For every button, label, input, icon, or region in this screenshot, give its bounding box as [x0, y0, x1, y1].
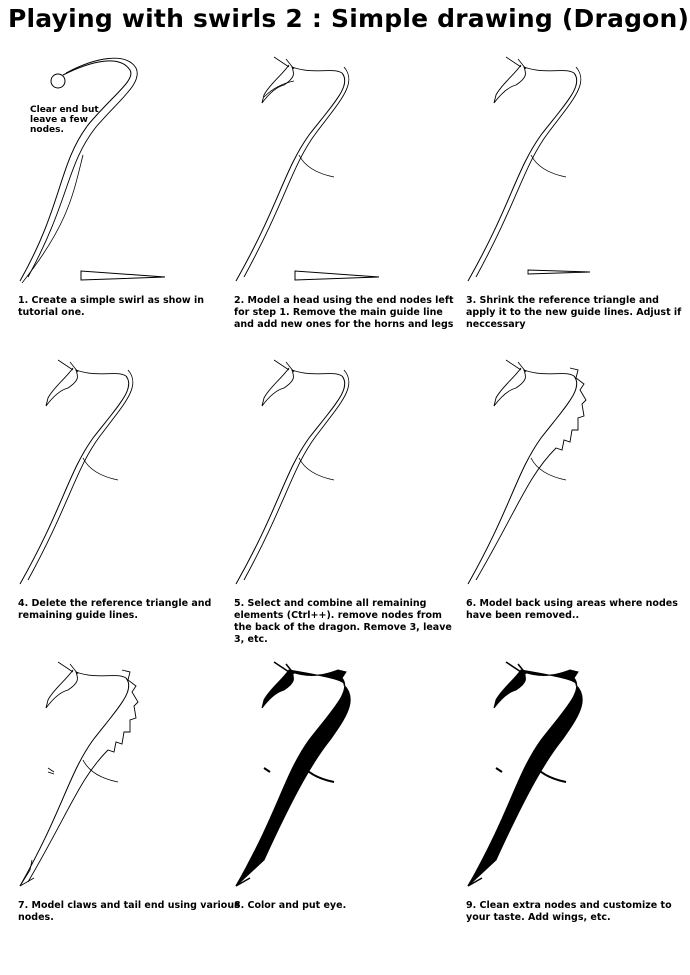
step-2	[234, 55, 458, 355]
step-8-caption: 8. Color and put eye.	[234, 900, 347, 911]
step-1	[18, 55, 242, 355]
step-1-caption: 1. Create a simple swirl as show in tutorial one.	[18, 295, 205, 318]
step-5-illustration	[234, 358, 458, 598]
step-9	[466, 660, 690, 960]
step-4-illustration	[18, 358, 242, 598]
step-2-illustration	[234, 55, 458, 295]
step-4-caption: 4. Delete the reference triangle and remaining guide lines.	[18, 598, 212, 621]
step-1-note: Clear end but leave a few nodes.	[30, 105, 99, 135]
step-6	[466, 358, 690, 658]
step-9-caption: 9. Clean extra nodes and customize to your taste. Add wings, etc.	[466, 900, 672, 923]
step-3-caption: 3. Shrink the reference triangle and apply it to the new guide lines. Adjust if neccessary	[466, 295, 682, 330]
step-4	[18, 358, 242, 658]
step-3	[466, 55, 690, 355]
step-6-illustration	[466, 358, 690, 598]
step-7	[18, 660, 242, 960]
step-5-caption: 5. Select and combine all remaining elements (Ctrl++). remove nodes from the back of the dragon. Remove 3, leave 3, etc.	[234, 598, 452, 645]
step-9-illustration	[466, 660, 690, 900]
step-5	[234, 358, 458, 658]
page-title: Playing with swirls 2 : Simple drawing (Dragon)	[8, 4, 690, 33]
step-2-caption: 2. Model a head using the end nodes left for step 1. Remove the main guide line and add new ones for the horns and legs	[234, 295, 454, 330]
step-7-illustration	[18, 660, 242, 900]
step-6-caption: 6. Model back using areas where nodes have been removed..	[466, 598, 678, 621]
step-3-illustration	[466, 55, 690, 295]
step-8	[234, 660, 458, 960]
step-1-illustration	[18, 55, 242, 295]
step-8-illustration	[234, 660, 458, 900]
step-7-caption: 7. Model claws and tail end using various nodes.	[18, 900, 240, 923]
